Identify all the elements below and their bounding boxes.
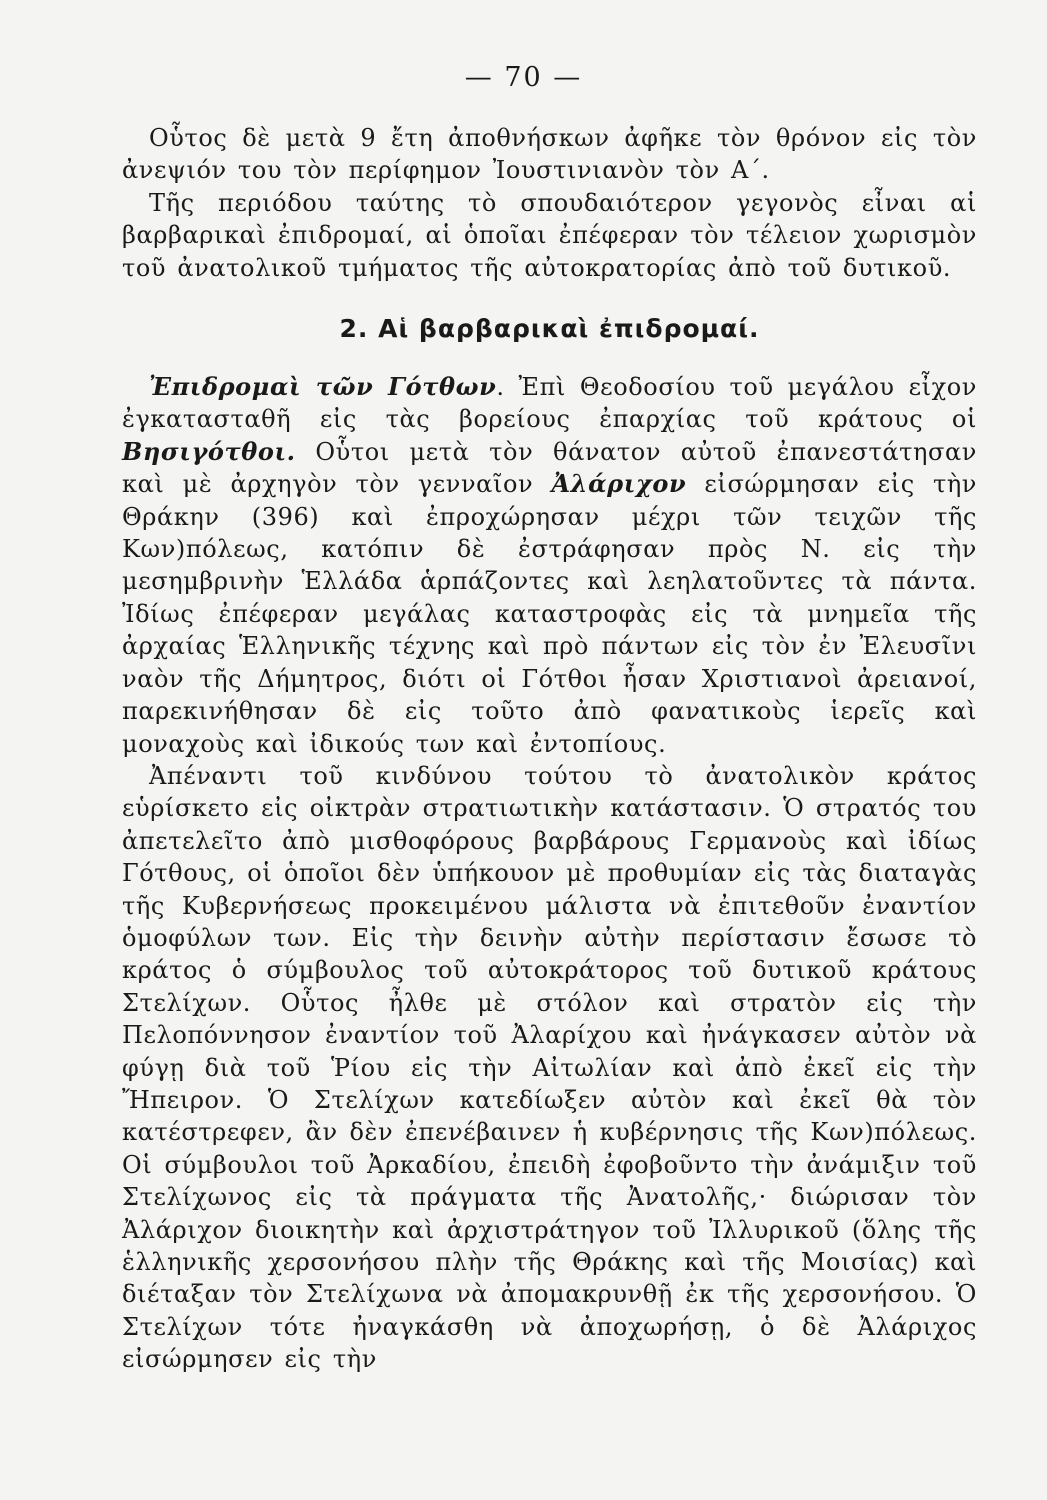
goths-text-part-3: εἰσώρμησαν εἰς τὴν Θράκην (396) καὶ ἐπροχώρησαν μέχρι τῶν τειχῶν τῆς Κων)πόλεως, κατόπιν δὲ ἐστράφησαν πρὸς Ν. εἰς τὴν μεσημβρινὴν Ἑλλάδα ἁρπάζοντες καὶ λεηλατοῦντες τὰ πάντα. Ἰδίως ἐπέφεραν μεγάλας καταστροφὰς εἰς τὰ μνημεῖα τῆς ἀρχαίας Ἑλληνικῆς τέχνης καὶ πρὸ πάντων εἰς τὸν ἐν Ἐλευσῖνι ναὸν τῆς Δήμητρος, διότι οἱ Γότθοι ἦσαν Χριστιανοὶ ἀρειανοί, παρεκινήθησαν δὲ εἰς τοῦτο ἀπὸ φανατικοὺς ἱερεῖς καὶ μοναχοὺς καὶ ἰδικούς των καὶ ἐντοπίους. xyxy=(122,470,977,758)
goths-text-part-2: Οὗτοι μετὰ τὸν θάνατον αὐτοῦ ἐπανεστάτησαν καὶ μὲ ἀρχηγὸν τὸν γενναῖον xyxy=(122,437,977,499)
page-number: — 70 — xyxy=(464,62,583,93)
paragraph-period-overview: Τῆς περιόδου ταύτης τὸ σπουδαιότερον γεγονὸς εἶναι αἱ βαρβαρικαὶ ἐπιδρομαί, αἱ ὁποῖαι ἐπέφεραν τὸν τέλειον χωρισμὸν τοῦ ἀνατολικοῦ τμήματος τῆς αὐτοκρατορίας ἀπὸ τοῦ δυτικοῦ. xyxy=(122,188,977,282)
section-heading: 2. Αἱ βαρβαρικαὶ ἐπιδρομαί. xyxy=(339,314,760,344)
paragraph-goth-invasions xyxy=(122,371,977,760)
term-visigoths: Βησιγότθοι. xyxy=(122,436,296,466)
paragraph-justinian-succession: Οὗτος δὲ μετὰ 9 ἔτη ἀποθνήσκων ἀφῆκε τὸν θρόνον εἰς τὸν ἀνεψιόν του τὸν περίφημον Ἰουστινιανὸν τὸν Α΄. xyxy=(122,124,977,185)
text-block xyxy=(122,122,977,1376)
term-alaric: Ἀλάριχον xyxy=(551,469,687,499)
goths-text-part-1: . Ἐπὶ Θεοδοσίου τοῦ μεγάλου εἶχον ἐγκατασταθῆ εἰς τὰς βορείους ἐπαρχίας τοῦ κράτους οἱ xyxy=(122,373,977,434)
subheading-goth-invasions: Ἐπιδρομαὶ τῶν Γότθων xyxy=(149,372,497,402)
paragraph-stilicho: Ἀπέναντι τοῦ κινδύνου τούτου τὸ ἀνατολικὸν κράτος εὑρίσκετο εἰς οἰκτρὰν στρατιωτικὴν κατάστασιν. Ὁ στρατός του ἀπετελεῖτο ἀπὸ μισθοφόρους βαρβάρους Γερμανοὺς καὶ ἰδίως Γότθους, οἱ ὁποῖοι δὲν ὑπήκουον μὲ προθυμίαν εἰς τὰς διαταγὰς τῆς Κυβερνήσεως προκειμένου μάλιστα νὰ ἐπιτεθοῦν ἐναντίον ὁμοφύλων των. Εἰς τὴν δεινὴν αὐτὴν περίστασιν ἔσωσε τὸ κράτος ὁ σύμβουλος τοῦ αὐτοκράτορος τοῦ δυτικοῦ κράτους Στελίχων. Οὗτος ἦλθε μὲ στόλον καὶ στρατὸν εἰς τὴν Πελοπόννησον ἐναντίον τοῦ Ἀλαρίχου καὶ ἠνάγκασεν αὐτὸν νὰ φύγῃ διὰ τοῦ Ῥίου εἰς τὴν Αἰτωλίαν καὶ ἀπὸ ἐκεῖ εἰς τὴν Ἤπειρον. Ὁ Στελίχων κατεδίωξεν αὐτὸν καὶ ἐκεῖ θὰ τὸν κατέστρεφεν, ἂν δὲν ἐπενέβαινεν ἡ κυβέρνησις τῆς Κων)πόλεως. Οἱ σύμβουλοι τοῦ Ἀρκαδίου, ἐπειδὴ ἐφοβοῦντο τὴν ἀνάμιξιν τοῦ Στελίχωνος εἰς τὰ πράγματα τῆς Ἀνατολῆς,· διώρισαν τὸν Ἀλάριχον διοικητὴν καὶ ἀρχιστράτηγον τοῦ Ἰλλυρικοῦ (ὅλης τῆς ἑλληνικῆς χερσονήσου πλὴν τῆς Θράκης καὶ τῆς Μοισίας) καὶ διέταξαν τὸν Στελίχωνα νὰ ἀπομακρυνθῇ ἐκ τῆς χερσονήσου. Ὁ Στελίχων τότε ἠναγκάσθη νὰ ἀποχωρήσῃ, ὁ δὲ Ἀλάριχος εἰσώρμησεν εἰς τὴν xyxy=(122,761,977,1374)
